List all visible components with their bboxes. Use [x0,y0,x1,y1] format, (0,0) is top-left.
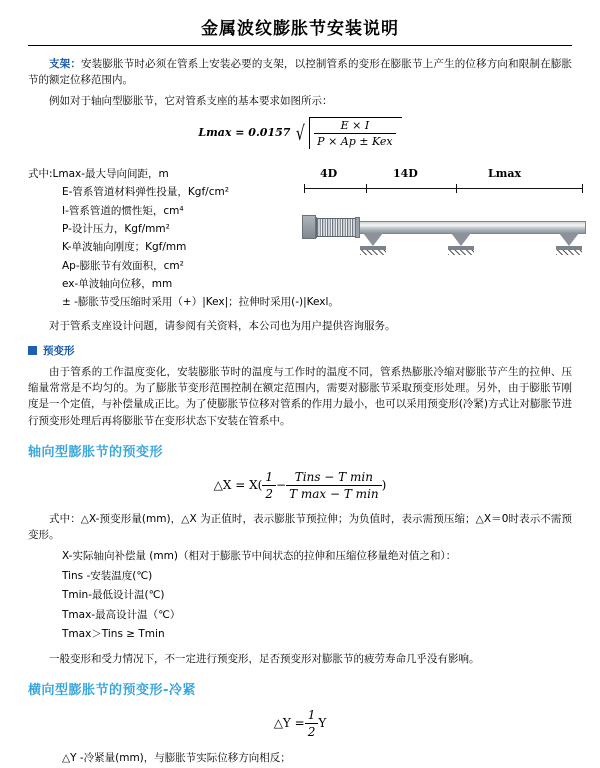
predeform-heading: 预变形 [43,345,75,358]
lmax-frac-numerator: E × I [314,119,395,134]
bellows-expansion-joint [316,218,356,237]
support-hatch [556,250,582,255]
predeform-heading-row [28,344,572,360]
axial-frac-half-den: 2 [265,486,273,501]
axial-frac-temp-num: Tins − T min [286,470,382,486]
sqrt-icon: √ [296,120,306,145]
lateral-frac-half-num: 1 [305,708,319,724]
support-triangle-icon [451,233,471,246]
anchor-block [302,215,316,239]
lmax-fraction [309,117,401,149]
axial-predeform-formula [28,470,572,501]
guide-support-2 [448,233,474,253]
lateral-frac-half-den: 2 [307,724,316,739]
legend-item: I-管系管道的惯性矩，cm⁴ [62,204,184,217]
legend-item: P-设计压力，Kgf/mm² [62,222,170,235]
lateral-formula-rhs: Y [318,715,327,730]
title-divider [28,45,572,46]
support-heading: 支架： [49,58,82,70]
legend-and-diagram [28,159,572,294]
diagram-dimension-labels [298,167,588,183]
axial-formula-body [214,470,387,501]
dimension-tick [582,184,583,193]
diagram-column [296,159,588,273]
axial-predeform-tail: 一般变形和受力情况下，不一定进行预变形，足否预变形对膨胀节的疲劳寿命几乎没有影响。 [49,652,480,665]
support-example-text: 例如对于轴向型膨胀节，它对管系支座的基本要求如图所示： [49,94,333,107]
dimension-label-14d: 14D [393,166,418,180]
document-page [0,14,600,764]
page-title: 金属波纹膨胀节安装说明 [201,19,399,39]
axial-frac-half [262,470,276,501]
dimension-segment-lmax [456,188,582,189]
axial-frac-temp-den: T max − T min [289,486,379,501]
support-hatch [448,250,474,255]
support-closing-text: 对于管系支座设计问题，请参阅有关资料，本公司也为用户提供咨询服务。 [49,319,396,332]
axial-term: Tmin-最低设计温(℃) [62,589,165,602]
legend-item: K-单波轴向刚度；Kgf/mm [62,241,187,254]
lateral-predeform-formula [28,708,572,739]
legend-item: 式中:Lmax-最大导向间距，m [28,167,169,180]
legend-item: ex-单波轴向位移，mm [62,278,173,291]
diagram-dimension-lines [298,183,588,193]
support-intro-text: 安装膨胀节时必须在管系上安装必要的支架，以控制管系的变形在膨胀节上产生的位移方向和限制在膨胀节的额定位移范围内。 [28,58,572,87]
axial-formula-rhs: ) [381,477,387,492]
axial-term: X-实际轴向补偿量 (mm)（相对于膨胀节中间状态的拉伸和压缩位移量绝对值之和）： [62,550,457,563]
dimension-label-4d: 4D [320,166,338,180]
pipe-support-diagram [298,167,588,273]
dimension-segment-14d [366,188,456,189]
guide-support-1 [360,233,386,253]
axial-formula-lhs: △X = X( [213,477,263,492]
axial-frac-temp [286,470,382,501]
pipe-assembly [298,195,588,265]
legend-column [28,159,296,294]
legend-item-sign: ± -膨胀节受压缩时采用（+）|Kex|；拉伸时采用(-)|Kexl。 [62,296,339,309]
blue-square-icon [28,346,37,355]
predeform-paragraph: 由于管系的工作温度变化，安装膨胀节时的温度与工作时的温度不同，管系热膨胀冷缩对膨胀节产生的拉伸、压缩量常常是不均匀的。为了膨胀节变形范围控制在额定范围内，需要对膨胀节采取预变形处理。另外，由于膨胀节刚度是一个定值，与补偿量成正比。为了使膨胀节位移对管系的作用力最小，也可以采用预变形(冷紧)方式让对膨胀节进行预变形处理后再将膨胀节在变形状态下安装在管系中。 [28,365,572,427]
lateral-predeform-note: △Y -冷紧量(mm)，与膨胀节实际位移方向相反； [62,751,291,764]
axial-term: Tmax-最高设计温（℃） [62,608,181,621]
lateral-formula-body [274,708,327,739]
axial-formula-minus: − [276,477,287,492]
guide-support-3 [556,233,582,253]
dimension-segment-4d [304,188,366,189]
support-hatch [360,250,386,255]
lmax-frac [314,119,395,148]
lmax-formula-lead: Lmax = 0.0157 [198,125,291,139]
lateral-frac-half [305,708,319,739]
legend-item: Ap-膨胀节有效面积，cm² [62,259,184,272]
axial-predeform-note: 式中：△X-预变形量(mm)，△X 为正值时，表示膨胀节预拉伸；为负值时，表示需预压缩；△X＝0时表示不需预变形。 [28,512,572,542]
support-triangle-icon [559,233,579,246]
lmax-frac-denominator: P × Ap ± Kex [317,134,393,148]
support-intro-paragraph [28,56,572,89]
lateral-predeform-subhead: 横向型膨胀节的预变形-冷紧 [28,682,196,698]
lmax-legend [28,165,296,294]
axial-frac-half-num: 1 [262,470,276,486]
lmax-formula-body [198,117,401,149]
axial-term: Tmax＞Tins ≥ Tmin [62,628,165,641]
dimension-label-lmax: Lmax [488,166,522,180]
support-triangle-icon [363,233,383,246]
legend-item: E-管系管道材料弹性投量，Kgf/cm² [62,186,229,199]
anchor-support [298,215,320,241]
lmax-formula [28,117,572,149]
axial-predeform-subhead: 轴向型膨胀节的预变形 [28,444,164,460]
axial-term: Tins -安装温度(℃) [62,569,153,582]
lateral-formula-lhs: △Y = [273,715,305,730]
